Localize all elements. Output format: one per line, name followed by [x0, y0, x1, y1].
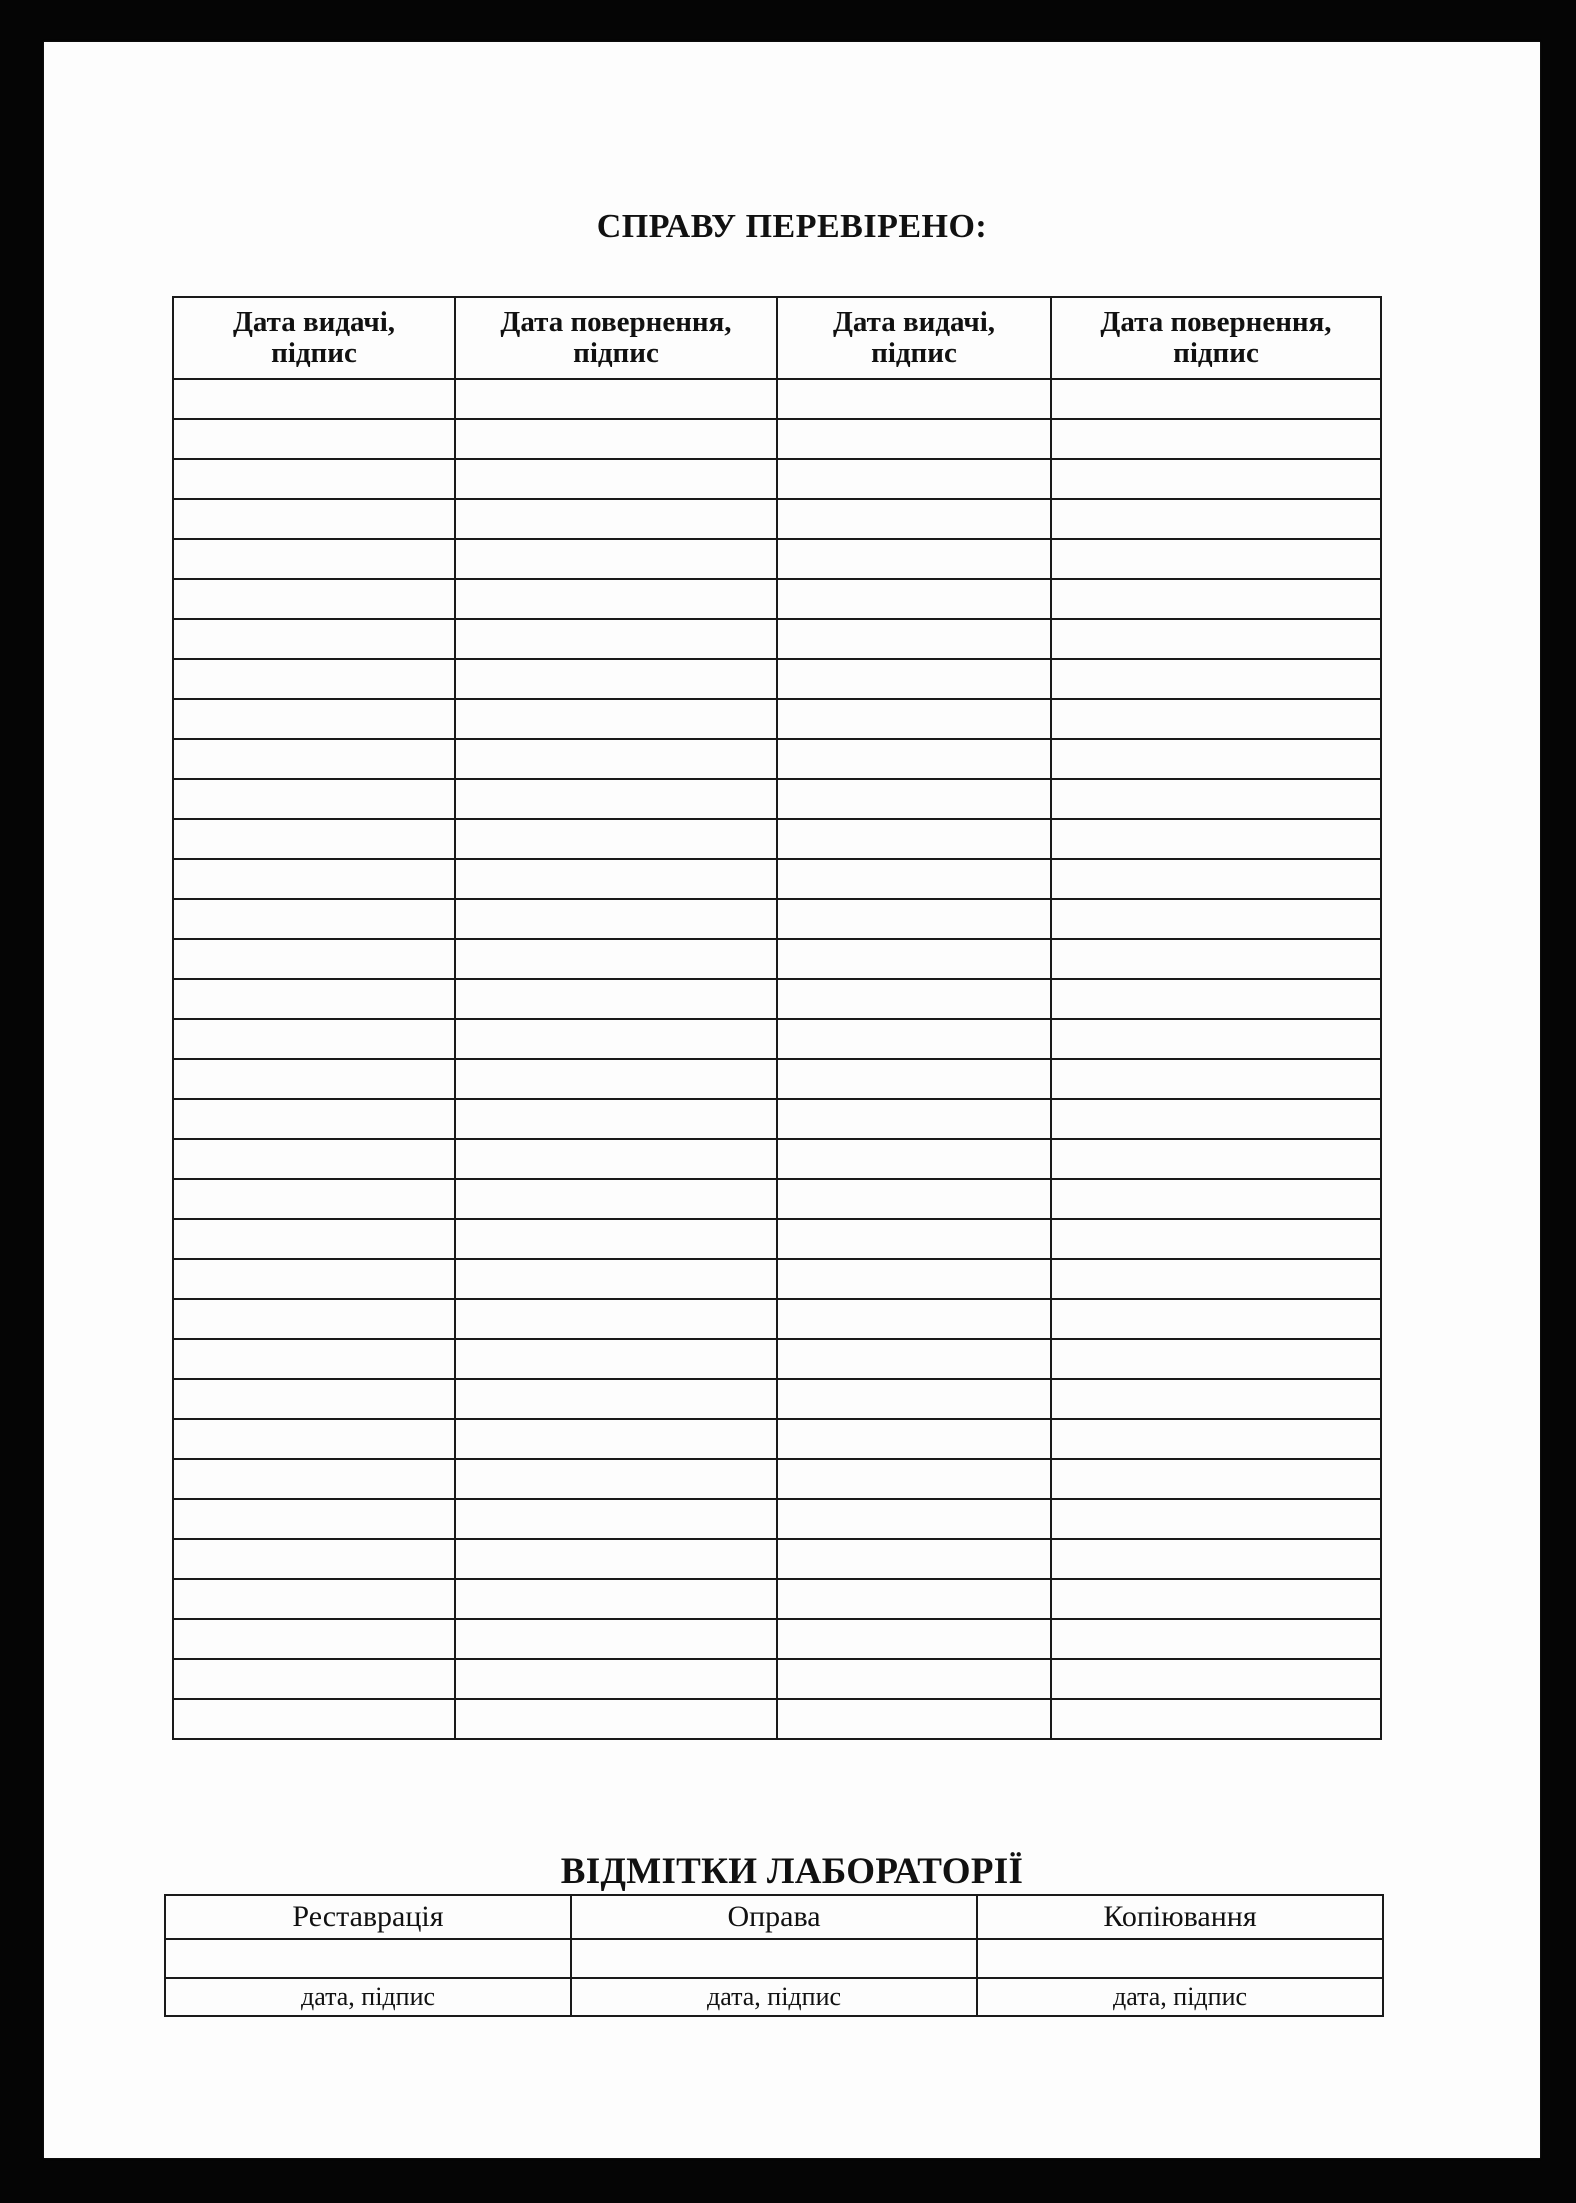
table-cell [173, 1139, 455, 1179]
table-cell [777, 1539, 1051, 1579]
table-cell [1051, 739, 1381, 779]
table-cell [777, 819, 1051, 859]
table-cell [1051, 1419, 1381, 1459]
checkout-table-body [173, 379, 1381, 1739]
table-row [173, 419, 1381, 459]
lab-cell-copying [977, 1939, 1383, 1978]
table-cell [455, 1419, 777, 1459]
table-cell [455, 1179, 777, 1219]
table-cell [777, 1579, 1051, 1619]
table-cell [1051, 1619, 1381, 1659]
table-cell [1051, 1539, 1381, 1579]
table-cell [777, 419, 1051, 459]
document-page [44, 42, 1540, 2158]
header-label: Дата повернення, [1100, 305, 1332, 338]
table-cell [455, 419, 777, 459]
table-cell [455, 979, 777, 1019]
table-row [173, 1019, 1381, 1059]
table-cell [173, 1699, 455, 1739]
table-cell [777, 1459, 1051, 1499]
table-row [173, 859, 1381, 899]
table-cell [173, 979, 455, 1019]
lab-signature-copying: дата, підпис [977, 1978, 1383, 2016]
table-row [173, 819, 1381, 859]
table-cell [1051, 659, 1381, 699]
table-row [173, 1699, 1381, 1739]
table-cell [1051, 779, 1381, 819]
table-cell [173, 1339, 455, 1379]
table-cell [777, 659, 1051, 699]
table-cell [777, 379, 1051, 419]
table-cell [1051, 1499, 1381, 1539]
table-cell [455, 659, 777, 699]
table-row [173, 1579, 1381, 1619]
table-row [173, 1379, 1381, 1419]
table-cell [455, 1699, 777, 1739]
table-cell [173, 1539, 455, 1579]
table-cell [455, 1539, 777, 1579]
table-row [173, 539, 1381, 579]
table-cell [173, 859, 455, 899]
table-cell [455, 699, 777, 739]
table-row [173, 619, 1381, 659]
table-row [173, 1459, 1381, 1499]
table-cell [777, 1659, 1051, 1699]
table-cell [455, 539, 777, 579]
table-cell [777, 459, 1051, 499]
table-cell [777, 739, 1051, 779]
table-row [173, 1539, 1381, 1579]
table-cell [777, 1379, 1051, 1419]
table-cell [173, 619, 455, 659]
table-row [173, 779, 1381, 819]
table-cell [1051, 1579, 1381, 1619]
header-label: Дата повернення, [500, 305, 732, 338]
table-cell [455, 1019, 777, 1059]
lab-section-title: ВІДМІТКИ ЛАБОРАТОРІЇ [560, 1851, 1024, 1892]
table-row [173, 1179, 1381, 1219]
table-cell [1051, 459, 1381, 499]
lab-signature-row [165, 1978, 1383, 2016]
table-row [173, 739, 1381, 779]
table-cell [455, 379, 777, 419]
table-cell [1051, 1339, 1381, 1379]
table-cell [173, 379, 455, 419]
table-cell [777, 1619, 1051, 1659]
table-cell [1051, 859, 1381, 899]
table-cell [777, 1099, 1051, 1139]
table-row [173, 659, 1381, 699]
table-cell [173, 1299, 455, 1339]
table-cell [455, 1139, 777, 1179]
table-cell [173, 899, 455, 939]
header-label: Дата видачі, [232, 305, 396, 338]
table-row [173, 1059, 1381, 1099]
table-cell [455, 779, 777, 819]
table-cell [173, 1019, 455, 1059]
table-cell [173, 499, 455, 539]
table-cell [1051, 1699, 1381, 1739]
table-cell [455, 579, 777, 619]
table-cell [455, 619, 777, 659]
table-cell [777, 1139, 1051, 1179]
table-cell [777, 979, 1051, 1019]
table-cell [1051, 1379, 1381, 1419]
table-cell [1051, 579, 1381, 619]
lab-signature-restoration: дата, підпис [165, 1978, 571, 2016]
table-cell [455, 1099, 777, 1139]
table-cell [777, 579, 1051, 619]
table-cell [1051, 419, 1381, 459]
table-row [173, 1339, 1381, 1379]
table-row [173, 699, 1381, 739]
table-cell [173, 459, 455, 499]
table-cell [1051, 1059, 1381, 1099]
table-cell [173, 779, 455, 819]
checkout-header-row [173, 297, 1381, 379]
table-cell [777, 779, 1051, 819]
table-cell [1051, 1179, 1381, 1219]
table-cell [455, 499, 777, 539]
table-cell [455, 819, 777, 859]
table-cell [777, 1419, 1051, 1459]
table-cell [777, 1219, 1051, 1259]
table-row [173, 1419, 1381, 1459]
table-cell [777, 1299, 1051, 1339]
table-cell [455, 1579, 777, 1619]
table-row [173, 979, 1381, 1019]
table-cell [777, 1259, 1051, 1299]
table-cell [455, 1219, 777, 1259]
table-cell [173, 539, 455, 579]
table-cell [1051, 1459, 1381, 1499]
table-cell [455, 1459, 777, 1499]
table-cell [173, 1619, 455, 1659]
table-cell [173, 1499, 455, 1539]
table-cell [455, 1499, 777, 1539]
table-cell [1051, 819, 1381, 859]
table-cell [173, 419, 455, 459]
header-return-date-1 [455, 297, 777, 379]
checkout-table [172, 296, 1382, 1740]
table-cell [1051, 699, 1381, 739]
table-cell [777, 1339, 1051, 1379]
table-cell [1051, 1259, 1381, 1299]
table-cell [173, 1259, 455, 1299]
table-cell [777, 1059, 1051, 1099]
lab-cell-binding [571, 1939, 977, 1978]
table-row [173, 1619, 1381, 1659]
table-row [173, 1139, 1381, 1179]
table-cell [455, 939, 777, 979]
table-cell [455, 859, 777, 899]
lab-blank-row [165, 1939, 1383, 1978]
table-cell [1051, 619, 1381, 659]
table-cell [777, 499, 1051, 539]
table-cell [173, 739, 455, 779]
table-cell [455, 1059, 777, 1099]
table-cell [173, 1419, 455, 1459]
table-row [173, 939, 1381, 979]
table-cell [777, 859, 1051, 899]
table-cell [173, 819, 455, 859]
table-row [173, 579, 1381, 619]
table-cell [455, 1619, 777, 1659]
table-cell [777, 899, 1051, 939]
table-cell [455, 899, 777, 939]
table-cell [777, 699, 1051, 739]
table-cell [173, 1379, 455, 1419]
table-cell [777, 539, 1051, 579]
table-cell [777, 939, 1051, 979]
table-row [173, 1659, 1381, 1699]
table-row [173, 1099, 1381, 1139]
table-cell [173, 1219, 455, 1259]
table-cell [1051, 539, 1381, 579]
table-cell [1051, 1219, 1381, 1259]
lab-cell-restoration [165, 1939, 571, 1978]
table-cell [173, 699, 455, 739]
table-cell [173, 939, 455, 979]
table-cell [777, 1499, 1051, 1539]
table-row [173, 1299, 1381, 1339]
header-return-date-2 [1051, 297, 1381, 379]
page-title: СПРАВУ ПЕРЕВІРЕНО: [596, 208, 988, 245]
table-cell [173, 1179, 455, 1219]
table-row [173, 459, 1381, 499]
table-cell [173, 1059, 455, 1099]
table-row [173, 1499, 1381, 1539]
header-issue-date-2 [777, 297, 1051, 379]
header-label: підпис [573, 337, 659, 369]
table-cell [777, 1179, 1051, 1219]
lab-col-restoration: Реставрація [165, 1895, 571, 1939]
table-row [173, 1259, 1381, 1299]
table-cell [455, 739, 777, 779]
table-cell [173, 659, 455, 699]
table-cell [1051, 939, 1381, 979]
header-issue-date-1 [173, 297, 455, 379]
table-cell [455, 1379, 777, 1419]
table-cell [777, 1699, 1051, 1739]
header-label: підпис [871, 337, 957, 369]
table-cell [455, 1339, 777, 1379]
table-cell [173, 1659, 455, 1699]
table-cell [1051, 1139, 1381, 1179]
table-cell [1051, 1299, 1381, 1339]
lab-header-row [165, 1895, 1383, 1939]
table-row [173, 899, 1381, 939]
table-cell [1051, 1659, 1381, 1699]
table-cell [1051, 899, 1381, 939]
table-row [173, 1219, 1381, 1259]
table-cell [455, 1659, 777, 1699]
table-row [173, 499, 1381, 539]
lab-col-copying: Копіювання [977, 1895, 1383, 1939]
table-cell [1051, 1019, 1381, 1059]
lab-col-binding: Оправа [571, 1895, 977, 1939]
table-cell [173, 1099, 455, 1139]
lab-marks-table [164, 1894, 1384, 2017]
table-row [173, 379, 1381, 419]
table-cell [1051, 499, 1381, 539]
table-cell [1051, 379, 1381, 419]
table-cell [1051, 1099, 1381, 1139]
table-cell [455, 1259, 777, 1299]
table-cell [173, 1579, 455, 1619]
header-label: підпис [271, 337, 357, 369]
table-cell [1051, 979, 1381, 1019]
table-cell [455, 1299, 777, 1339]
header-label: Дата видачі, [832, 305, 996, 338]
table-cell [173, 1459, 455, 1499]
table-cell [777, 619, 1051, 659]
lab-signature-binding: дата, підпис [571, 1978, 977, 2016]
table-cell [777, 1019, 1051, 1059]
header-label: підпис [1173, 337, 1259, 369]
table-cell [173, 579, 455, 619]
table-cell [455, 459, 777, 499]
